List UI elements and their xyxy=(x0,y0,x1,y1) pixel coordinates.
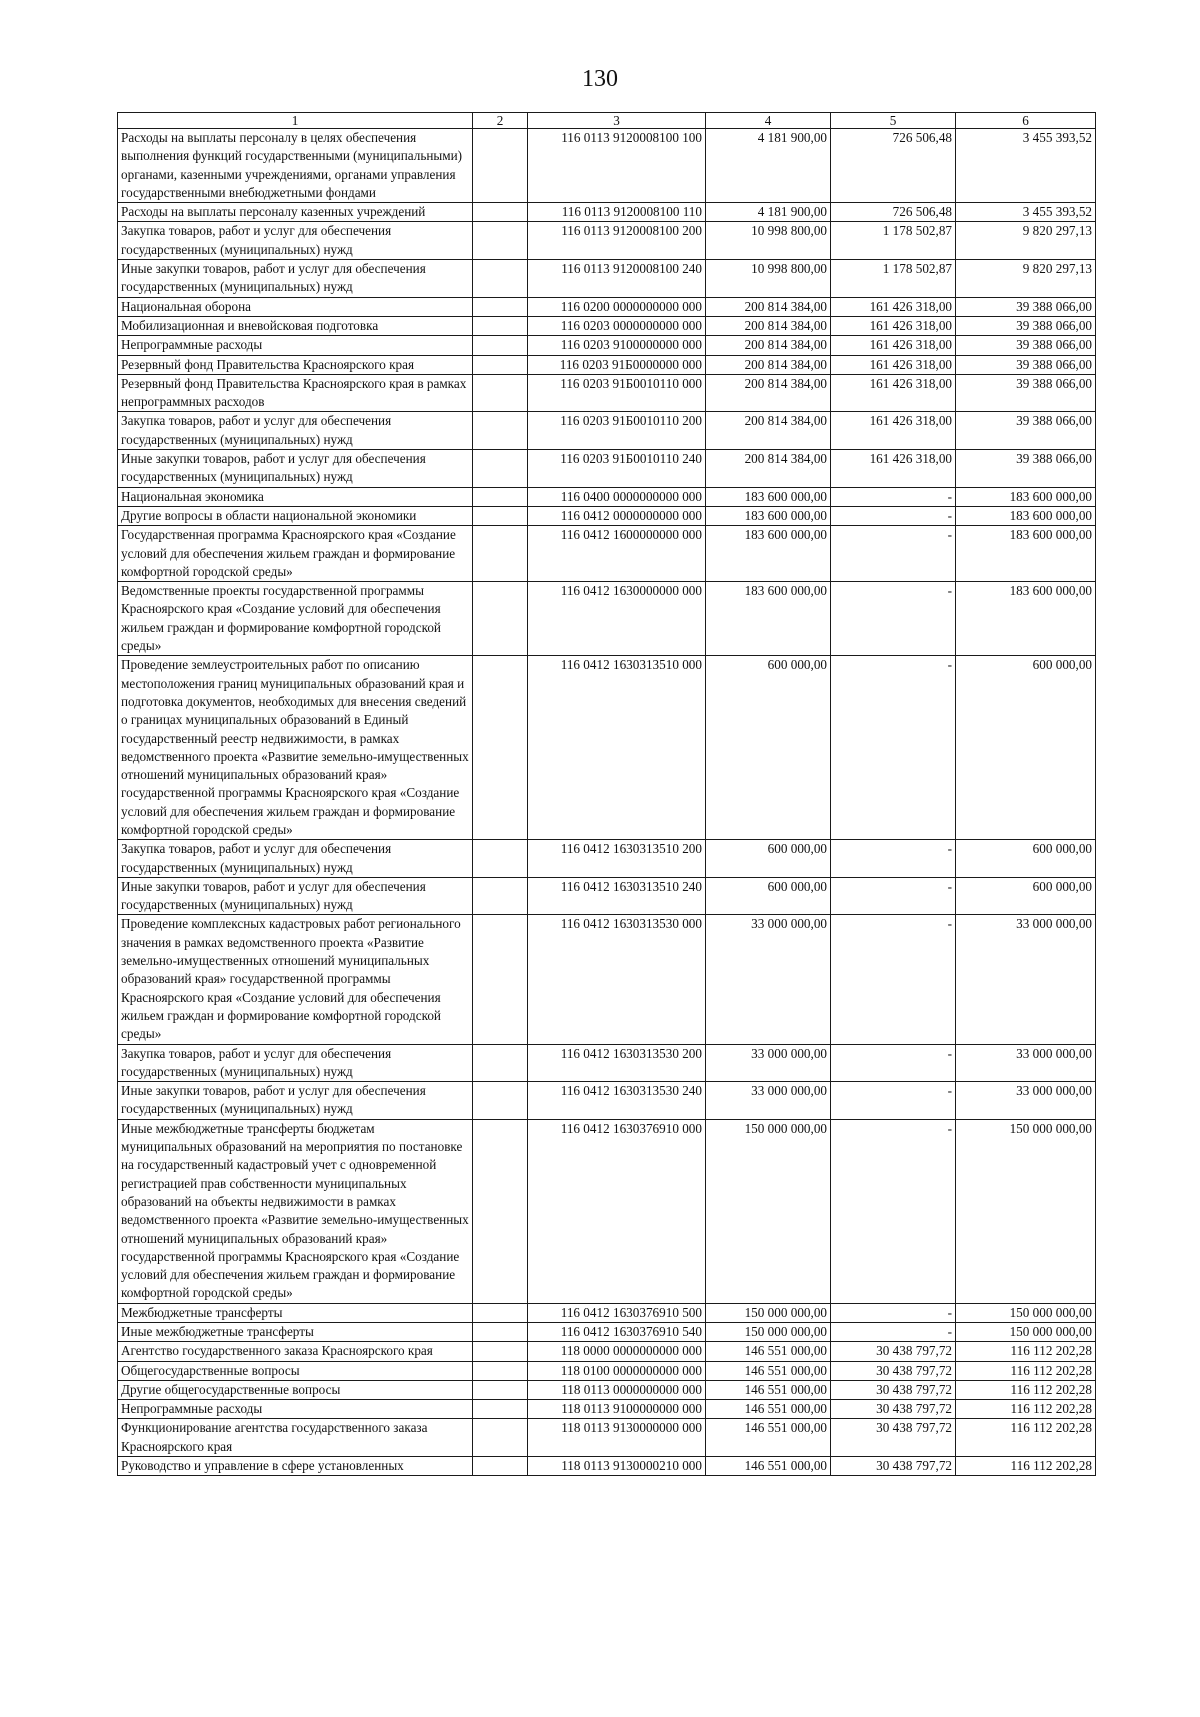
row-approved-cell: 33 000 000,00 xyxy=(706,915,831,1044)
row-col2-cell xyxy=(473,222,528,260)
row-code-cell: 116 0113 9120008100 100 xyxy=(528,129,706,203)
row-remaining-cell: 39 388 066,00 xyxy=(956,412,1096,450)
row-remaining-cell: 116 112 202,28 xyxy=(956,1342,1096,1361)
row-code-cell: 116 0203 91Б0010110 200 xyxy=(528,412,706,450)
row-executed-cell: 161 426 318,00 xyxy=(831,374,956,412)
row-remaining-cell: 150 000 000,00 xyxy=(956,1323,1096,1342)
row-col2-cell xyxy=(473,487,528,506)
row-code-cell: 116 0113 9120008100 240 xyxy=(528,260,706,298)
row-code-cell: 118 0113 9100000000 000 xyxy=(528,1400,706,1419)
row-remaining-cell: 33 000 000,00 xyxy=(956,1044,1096,1082)
table-body xyxy=(118,129,1096,1476)
row-executed-cell: - xyxy=(831,1303,956,1322)
row-name-cell: Другие общегосударственные вопросы xyxy=(118,1380,473,1399)
row-remaining-cell: 33 000 000,00 xyxy=(956,915,1096,1044)
row-code-cell: 116 0412 1600000000 000 xyxy=(528,526,706,582)
table-row xyxy=(118,129,1096,203)
row-code-cell: 118 0000 0000000000 000 xyxy=(528,1342,706,1361)
table-row xyxy=(118,412,1096,450)
row-executed-cell: - xyxy=(831,506,956,525)
row-approved-cell: 4 181 900,00 xyxy=(706,129,831,203)
row-col2-cell xyxy=(473,374,528,412)
row-approved-cell: 146 551 000,00 xyxy=(706,1400,831,1419)
table-row xyxy=(118,1082,1096,1120)
row-approved-cell: 146 551 000,00 xyxy=(706,1361,831,1380)
row-name-cell: Государственная программа Красноярского края «Создание условий для обеспечения жильем граждан и формирование комфортной городской среды» xyxy=(118,526,473,582)
budget-table xyxy=(117,112,1096,1476)
row-approved-cell: 200 814 384,00 xyxy=(706,316,831,335)
column-header: 4 xyxy=(706,113,831,129)
row-approved-cell: 146 551 000,00 xyxy=(706,1457,831,1476)
row-executed-cell: 161 426 318,00 xyxy=(831,412,956,450)
table-row xyxy=(118,915,1096,1044)
row-code-cell: 116 0412 1630313510 000 xyxy=(528,656,706,840)
row-col2-cell xyxy=(473,526,528,582)
row-name-cell: Иные межбюджетные трансферты xyxy=(118,1323,473,1342)
row-approved-cell: 146 551 000,00 xyxy=(706,1342,831,1361)
row-approved-cell: 10 998 800,00 xyxy=(706,260,831,298)
row-code-cell: 116 0412 1630313510 200 xyxy=(528,840,706,878)
row-executed-cell: - xyxy=(831,915,956,1044)
row-col2-cell xyxy=(473,1457,528,1476)
table-row xyxy=(118,222,1096,260)
row-name-cell: Руководство и управление в сфере установленных xyxy=(118,1457,473,1476)
column-header: 5 xyxy=(831,113,956,129)
row-col2-cell xyxy=(473,506,528,525)
table-row xyxy=(118,1323,1096,1342)
row-name-cell: Общегосударственные вопросы xyxy=(118,1361,473,1380)
table-row xyxy=(118,1419,1096,1457)
table-row xyxy=(118,1303,1096,1322)
table-row xyxy=(118,1361,1096,1380)
row-executed-cell: 161 426 318,00 xyxy=(831,316,956,335)
row-code-cell: 118 0113 9130000210 000 xyxy=(528,1457,706,1476)
row-name-cell: Иные закупки товаров, работ и услуг для обеспечения государственных (муниципальных) нужд xyxy=(118,1082,473,1120)
row-name-cell: Ведомственные проекты государственной программы Красноярского края «Создание условий для обеспечения жильем граждан и формирование комфортной городской среды» xyxy=(118,582,473,656)
row-executed-cell: 161 426 318,00 xyxy=(831,336,956,355)
row-approved-cell: 200 814 384,00 xyxy=(706,297,831,316)
row-approved-cell: 200 814 384,00 xyxy=(706,412,831,450)
row-code-cell: 116 0203 91Б0010110 000 xyxy=(528,374,706,412)
table-row xyxy=(118,450,1096,488)
row-approved-cell: 183 600 000,00 xyxy=(706,582,831,656)
row-approved-cell: 200 814 384,00 xyxy=(706,374,831,412)
table-row xyxy=(118,374,1096,412)
row-name-cell: Расходы на выплаты персоналу в целях обеспечения выполнения функций государственными (муниципальными) органами, казенными учреждениями, органами управления государственными внебюджетными фондами xyxy=(118,129,473,203)
row-col2-cell xyxy=(473,450,528,488)
row-remaining-cell: 183 600 000,00 xyxy=(956,582,1096,656)
row-executed-cell: 30 438 797,72 xyxy=(831,1419,956,1457)
row-name-cell: Закупка товаров, работ и услуг для обеспечения государственных (муниципальных) нужд xyxy=(118,840,473,878)
row-code-cell: 116 0113 9120008100 110 xyxy=(528,203,706,222)
row-col2-cell xyxy=(473,1044,528,1082)
table-row xyxy=(118,316,1096,335)
page-number: 130 xyxy=(582,66,618,92)
row-col2-cell xyxy=(473,1380,528,1399)
row-name-cell: Иные закупки товаров, работ и услуг для обеспечения государственных (муниципальных) нужд xyxy=(118,260,473,298)
column-header: 6 xyxy=(956,113,1096,129)
row-remaining-cell: 150 000 000,00 xyxy=(956,1119,1096,1303)
row-approved-cell: 150 000 000,00 xyxy=(706,1323,831,1342)
row-name-cell: Проведение комплексных кадастровых работ регионального значения в рамках ведомственного проекта «Развитие земельно-имущественных отношений муниципальных образований края» государственной программы Красноярского края «Создание условий для обеспечения жильем граждан и формирование комфортной городской среды» xyxy=(118,915,473,1044)
row-code-cell: 116 0412 1630000000 000 xyxy=(528,582,706,656)
row-remaining-cell: 9 820 297,13 xyxy=(956,260,1096,298)
row-executed-cell: 161 426 318,00 xyxy=(831,297,956,316)
row-col2-cell xyxy=(473,316,528,335)
row-approved-cell: 10 998 800,00 xyxy=(706,222,831,260)
row-executed-cell: 30 438 797,72 xyxy=(831,1361,956,1380)
row-remaining-cell: 39 388 066,00 xyxy=(956,374,1096,412)
column-header: 3 xyxy=(528,113,706,129)
row-approved-cell: 183 600 000,00 xyxy=(706,487,831,506)
row-approved-cell: 600 000,00 xyxy=(706,656,831,840)
row-executed-cell: - xyxy=(831,1323,956,1342)
row-name-cell: Непрограммные расходы xyxy=(118,1400,473,1419)
row-col2-cell xyxy=(473,260,528,298)
table-row xyxy=(118,336,1096,355)
row-name-cell: Расходы на выплаты персоналу казенных учреждений xyxy=(118,203,473,222)
row-remaining-cell: 3 455 393,52 xyxy=(956,129,1096,203)
row-remaining-cell: 183 600 000,00 xyxy=(956,526,1096,582)
row-name-cell: Закупка товаров, работ и услуг для обеспечения государственных (муниципальных) нужд xyxy=(118,412,473,450)
row-code-cell: 118 0113 0000000000 000 xyxy=(528,1380,706,1399)
row-col2-cell xyxy=(473,1082,528,1120)
row-remaining-cell: 3 455 393,52 xyxy=(956,203,1096,222)
row-name-cell: Иные закупки товаров, работ и услуг для обеспечения государственных (муниципальных) нужд xyxy=(118,877,473,915)
row-approved-cell: 600 000,00 xyxy=(706,840,831,878)
row-remaining-cell: 33 000 000,00 xyxy=(956,1082,1096,1120)
row-executed-cell: 726 506,48 xyxy=(831,129,956,203)
row-col2-cell xyxy=(473,355,528,374)
row-col2-cell xyxy=(473,877,528,915)
row-executed-cell: - xyxy=(831,1082,956,1120)
row-executed-cell: 30 438 797,72 xyxy=(831,1342,956,1361)
row-remaining-cell: 39 388 066,00 xyxy=(956,297,1096,316)
row-remaining-cell: 183 600 000,00 xyxy=(956,506,1096,525)
column-header: 2 xyxy=(473,113,528,129)
row-executed-cell: 161 426 318,00 xyxy=(831,450,956,488)
row-remaining-cell: 600 000,00 xyxy=(956,656,1096,840)
row-code-cell: 116 0203 91Б0000000 000 xyxy=(528,355,706,374)
row-col2-cell xyxy=(473,203,528,222)
row-remaining-cell: 39 388 066,00 xyxy=(956,316,1096,335)
table-row xyxy=(118,1044,1096,1082)
row-code-cell: 116 0400 0000000000 000 xyxy=(528,487,706,506)
row-col2-cell xyxy=(473,1419,528,1457)
row-code-cell: 116 0203 91Б0010110 240 xyxy=(528,450,706,488)
row-remaining-cell: 116 112 202,28 xyxy=(956,1380,1096,1399)
row-code-cell: 116 0412 1630313530 200 xyxy=(528,1044,706,1082)
row-executed-cell: - xyxy=(831,877,956,915)
row-remaining-cell: 39 388 066,00 xyxy=(956,450,1096,488)
row-approved-cell: 4 181 900,00 xyxy=(706,203,831,222)
table-row xyxy=(118,1457,1096,1476)
row-name-cell: Иные закупки товаров, работ и услуг для обеспечения государственных (муниципальных) нужд xyxy=(118,450,473,488)
row-approved-cell: 200 814 384,00 xyxy=(706,450,831,488)
row-approved-cell: 183 600 000,00 xyxy=(706,526,831,582)
row-executed-cell: - xyxy=(831,526,956,582)
row-code-cell: 116 0412 1630376910 500 xyxy=(528,1303,706,1322)
row-approved-cell: 200 814 384,00 xyxy=(706,355,831,374)
row-col2-cell xyxy=(473,1342,528,1361)
table-row xyxy=(118,656,1096,840)
row-approved-cell: 33 000 000,00 xyxy=(706,1044,831,1082)
row-name-cell: Функционирование агентства государственного заказа Красноярского края xyxy=(118,1419,473,1457)
row-remaining-cell: 39 388 066,00 xyxy=(956,355,1096,374)
row-executed-cell: - xyxy=(831,1044,956,1082)
row-code-cell: 116 0203 9100000000 000 xyxy=(528,336,706,355)
row-executed-cell: 30 438 797,72 xyxy=(831,1400,956,1419)
row-approved-cell: 200 814 384,00 xyxy=(706,336,831,355)
row-executed-cell: 161 426 318,00 xyxy=(831,355,956,374)
row-approved-cell: 146 551 000,00 xyxy=(706,1419,831,1457)
row-name-cell: Закупка товаров, работ и услуг для обеспечения государственных (муниципальных) нужд xyxy=(118,222,473,260)
row-name-cell: Непрограммные расходы xyxy=(118,336,473,355)
row-code-cell: 118 0100 0000000000 000 xyxy=(528,1361,706,1380)
row-remaining-cell: 116 112 202,28 xyxy=(956,1400,1096,1419)
row-col2-cell xyxy=(473,1361,528,1380)
row-executed-cell: - xyxy=(831,656,956,840)
row-name-cell: Национальная экономика xyxy=(118,487,473,506)
table-row xyxy=(118,877,1096,915)
row-executed-cell: 1 178 502,87 xyxy=(831,260,956,298)
row-approved-cell: 150 000 000,00 xyxy=(706,1303,831,1322)
table-row xyxy=(118,355,1096,374)
row-code-cell: 116 0412 1630313530 000 xyxy=(528,915,706,1044)
row-code-cell: 116 0412 0000000000 000 xyxy=(528,506,706,525)
table-row xyxy=(118,1380,1096,1399)
row-code-cell: 116 0412 1630376910 540 xyxy=(528,1323,706,1342)
row-code-cell: 118 0113 9130000000 000 xyxy=(528,1419,706,1457)
row-executed-cell: 1 178 502,87 xyxy=(831,222,956,260)
row-name-cell: Мобилизационная и вневойсковая подготовка xyxy=(118,316,473,335)
row-col2-cell xyxy=(473,129,528,203)
table-row xyxy=(118,526,1096,582)
table-row xyxy=(118,582,1096,656)
row-name-cell: Закупка товаров, работ и услуг для обеспечения государственных (муниципальных) нужд xyxy=(118,1044,473,1082)
row-remaining-cell: 116 112 202,28 xyxy=(956,1457,1096,1476)
row-executed-cell: - xyxy=(831,582,956,656)
row-col2-cell xyxy=(473,1400,528,1419)
table-row xyxy=(118,840,1096,878)
table-row xyxy=(118,1400,1096,1419)
row-name-cell: Агентство государственного заказа Красноярского края xyxy=(118,1342,473,1361)
row-code-cell: 116 0412 1630313530 240 xyxy=(528,1082,706,1120)
row-remaining-cell: 183 600 000,00 xyxy=(956,487,1096,506)
row-col2-cell xyxy=(473,1119,528,1303)
row-col2-cell xyxy=(473,297,528,316)
row-remaining-cell: 150 000 000,00 xyxy=(956,1303,1096,1322)
row-remaining-cell: 39 388 066,00 xyxy=(956,336,1096,355)
row-executed-cell: 30 438 797,72 xyxy=(831,1380,956,1399)
row-approved-cell: 33 000 000,00 xyxy=(706,1082,831,1120)
table-row xyxy=(118,1342,1096,1361)
row-name-cell: Проведение землеустроительных работ по описанию местоположения границ муниципальных образований края и подготовка документов, необходимых для внесения сведений о границах муниципальных образований в Единый государственный реестр недвижимости, в рамках ведомственного проекта «Развитие земельно-имущественных отношений муниципальных образований края» государственной программы Красноярского края «Создание условий для обеспечения жильем граждан и формирование комфортной городской среды» xyxy=(118,656,473,840)
row-col2-cell xyxy=(473,656,528,840)
row-col2-cell xyxy=(473,582,528,656)
row-name-cell: Иные межбюджетные трансферты бюджетам муниципальных образований на мероприятия по постановке на государственный кадастровый учет с одновременной регистрацией прав собственности муниципальных образований на объекты недвижимости в рамках ведомственного проекта «Развитие земельно-имущественных отношений муниципальных образований края» государственной программы Красноярского края «Создание условий для обеспечения жильем граждан и формирование комфортной городской среды» xyxy=(118,1119,473,1303)
row-executed-cell: - xyxy=(831,1119,956,1303)
table-row xyxy=(118,1119,1096,1303)
row-approved-cell: 150 000 000,00 xyxy=(706,1119,831,1303)
table-row xyxy=(118,297,1096,316)
row-code-cell: 116 0203 0000000000 000 xyxy=(528,316,706,335)
row-remaining-cell: 116 112 202,28 xyxy=(956,1361,1096,1380)
row-name-cell: Национальная оборона xyxy=(118,297,473,316)
row-col2-cell xyxy=(473,336,528,355)
row-remaining-cell: 9 820 297,13 xyxy=(956,222,1096,260)
row-code-cell: 116 0412 1630376910 000 xyxy=(528,1119,706,1303)
row-approved-cell: 600 000,00 xyxy=(706,877,831,915)
row-executed-cell: - xyxy=(831,840,956,878)
row-name-cell: Другие вопросы в области национальной экономики xyxy=(118,506,473,525)
row-executed-cell: 726 506,48 xyxy=(831,203,956,222)
table-row xyxy=(118,260,1096,298)
row-col2-cell xyxy=(473,1323,528,1342)
table-row xyxy=(118,506,1096,525)
row-name-cell: Резервный фонд Правительства Красноярского края xyxy=(118,355,473,374)
row-executed-cell: - xyxy=(831,487,956,506)
row-code-cell: 116 0412 1630313510 240 xyxy=(528,877,706,915)
row-remaining-cell: 600 000,00 xyxy=(956,840,1096,878)
row-approved-cell: 146 551 000,00 xyxy=(706,1380,831,1399)
row-remaining-cell: 600 000,00 xyxy=(956,877,1096,915)
header-row xyxy=(118,113,1096,129)
row-remaining-cell: 116 112 202,28 xyxy=(956,1419,1096,1457)
row-approved-cell: 183 600 000,00 xyxy=(706,506,831,525)
row-name-cell: Резервный фонд Правительства Красноярского края в рамках непрограммных расходов xyxy=(118,374,473,412)
column-header: 1 xyxy=(118,113,473,129)
row-col2-cell xyxy=(473,1303,528,1322)
row-col2-cell xyxy=(473,840,528,878)
row-executed-cell: 30 438 797,72 xyxy=(831,1457,956,1476)
row-name-cell: Межбюджетные трансферты xyxy=(118,1303,473,1322)
row-code-cell: 116 0200 0000000000 000 xyxy=(528,297,706,316)
row-code-cell: 116 0113 9120008100 200 xyxy=(528,222,706,260)
table-row xyxy=(118,203,1096,222)
row-col2-cell xyxy=(473,915,528,1044)
row-col2-cell xyxy=(473,412,528,450)
table-row xyxy=(118,487,1096,506)
